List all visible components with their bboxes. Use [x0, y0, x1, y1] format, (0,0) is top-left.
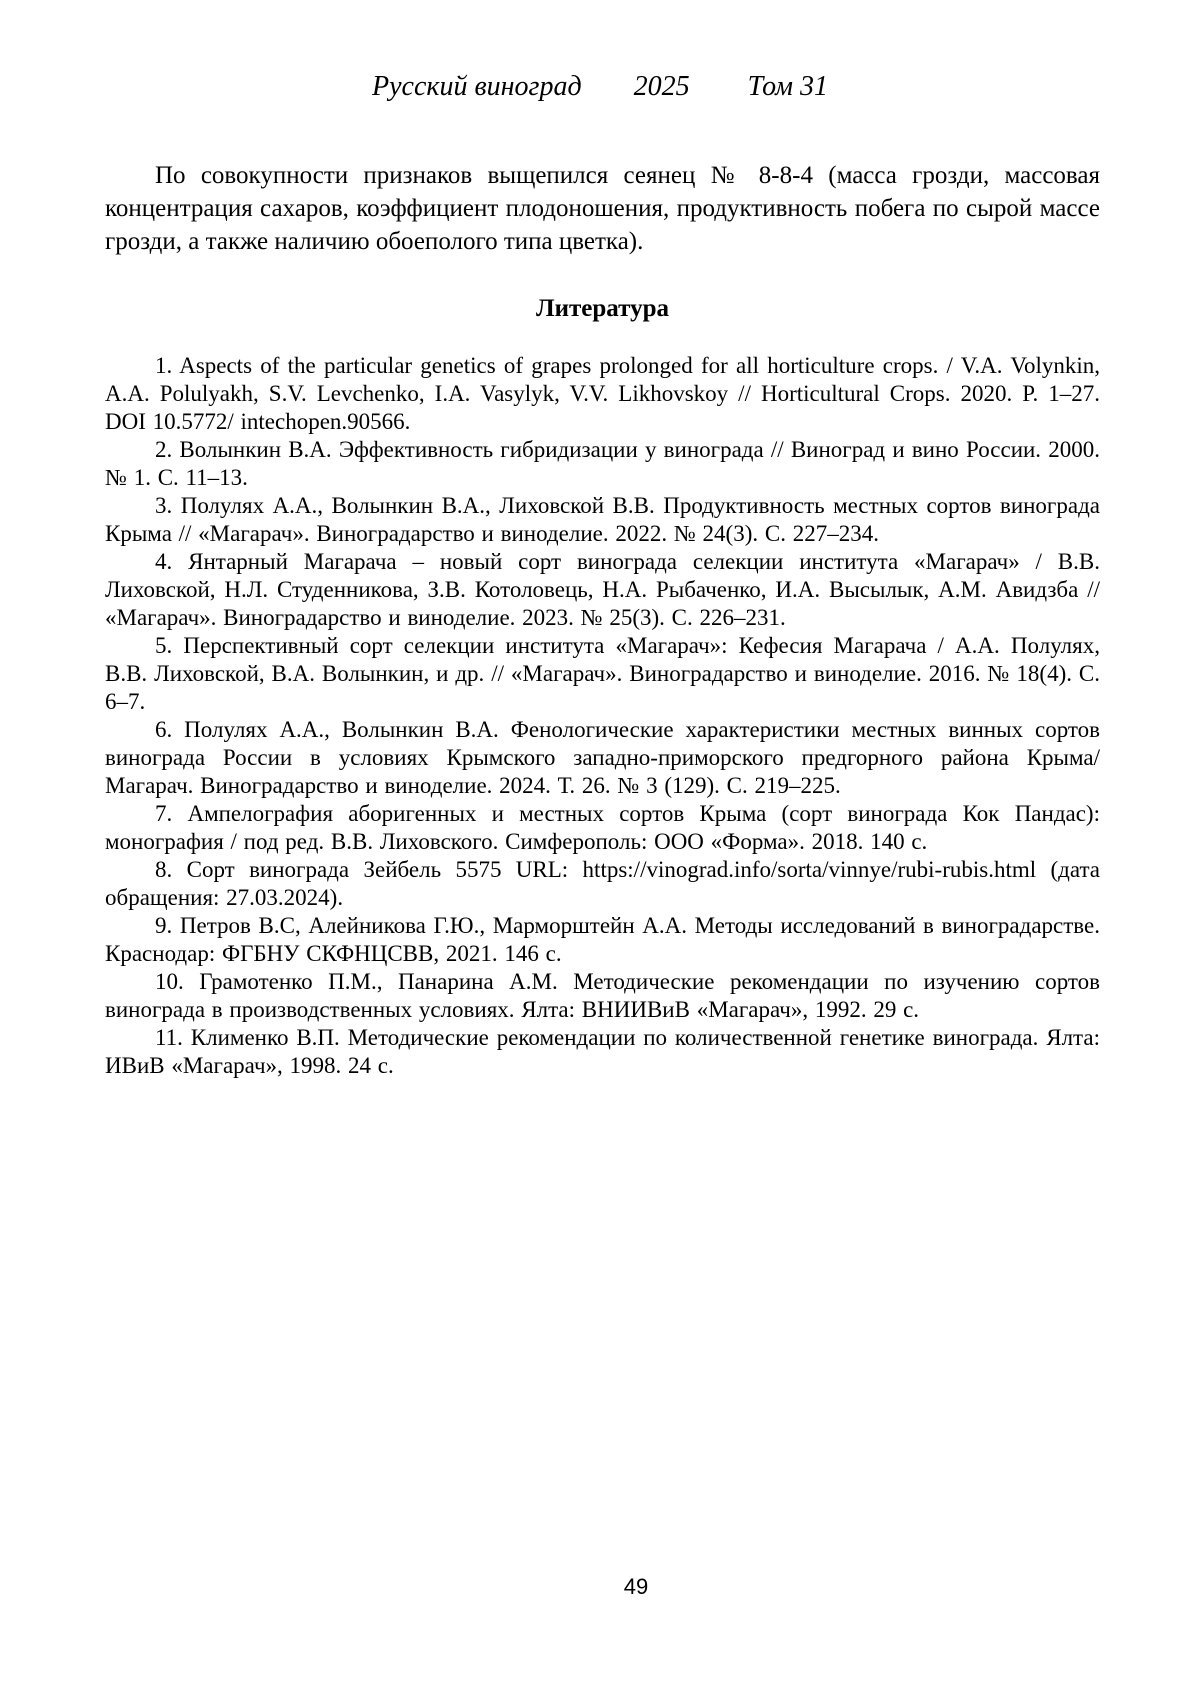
reference-item-1: 1. Aspects of the particular genetics of grapes prolonged for all horticulture crops. / V.A. Volynkin, A.A. Polulyakh, S.V. Levchenko, I.A. Vasylyk, V.V. Likhovskoy // Horticultural Crops. 2020. P. 1–27. DOI 10.5772/ intechopen.90566.: [105, 353, 1100, 434]
page-body: [105, 159, 1100, 1080]
reference-list: [105, 352, 1100, 1080]
reference-item-4: 4. Янтарный Магарача – новый сорт винограда селекции института «Магарач» / В.В. Лиховской, Н.Л. Студенникова, З.В. Котоловець, Н.А. Рыбаченко, И.А. Высылык, А.М. Авидзба // «Магарач». Виноградарство и виноделие. 2023. № 25(3). С. 226–231.: [105, 549, 1100, 630]
reference-item-7: 7. Ампелография аборигенных и местных сортов Крыма (сорт винограда Кок Пандас): монография / под ред. В.В. Лиховского. Симферополь: ООО «Форма». 2018. 140 с.: [105, 801, 1100, 854]
reference-item-3: 3. Полулях А.А., Волынкин В.А., Лиховской В.В. Продуктивность местных сортов винограда Крыма // «Магарач». Виноградарство и виноделие. 2022. № 24(3). С. 227–234.: [105, 493, 1100, 546]
reference-item-9: 9. Петров В.С, Алейникова Г.Ю., Марморштейн А.А. Методы исследований в виноградарстве. Краснодар: ФГБНУ СКФНЦСВВ, 2021. 146 с.: [105, 913, 1100, 966]
page-number: 49: [623, 1574, 649, 1599]
journal-volume: Том 31: [747, 71, 828, 102]
page-footer: [0, 1574, 1200, 1600]
section-heading: Литература: [535, 295, 670, 322]
body-paragraph: По совокупности признаков выщепился сеянец № 8-8-4 (масса грозди, массовая концентрация сахаров, коэффициент плодоношения, продуктивность побега по сырой массе грозди, а также наличию обоеполого типа цветка).: [105, 162, 1100, 255]
journal-year: 2025: [633, 71, 690, 102]
reference-item-10: 10. Грамотенко П.М., Панарина А.М. Методические рекомендации по изучению сортов винограда в производственных условиях. Ялта: ВНИИВиВ «Магарач», 1992. 29 с.: [105, 969, 1100, 1022]
reference-item-11: 11. Клименко В.П. Методические рекомендации по количественной генетике винограда. Ялта: ИВиВ «Магарач», 1998. 24 с.: [105, 1025, 1100, 1078]
reference-item-8: 8. Сорт винограда Зейбель 5575 URL: https://vinograd.info/sorta/vinnye/rubi-rubis.html (дата обращения: 27.03.2024).: [105, 857, 1100, 910]
running-header: [0, 0, 1200, 104]
reference-item-6: 6. Полулях А.А., Волынкин В.А. Фенологические характеристики местных винных сортов винограда России в условиях Крымского западно-приморского предгорного района Крыма/ Магарач. Виноградарство и виноделие. 2024. Т. 26. № 3 (129). С. 219–225.: [105, 717, 1100, 798]
reference-item-2: 2. Волынкин В.А. Эффективность гибридизации у винограда // Виноград и вино России. 2000. № 1. С. 11–13.: [105, 437, 1100, 490]
journal-title: Русский виноград: [372, 71, 582, 102]
reference-item-5: 5. Перспективный сорт селекции института «Магарач»: Кефесия Магарача / А.А. Полулях, В.В. Лиховской, В.А. Волынкин, и др. // «Магарач». Виноградарство и виноделие. 2016. № 18(4). С. 6–7.: [105, 633, 1100, 714]
